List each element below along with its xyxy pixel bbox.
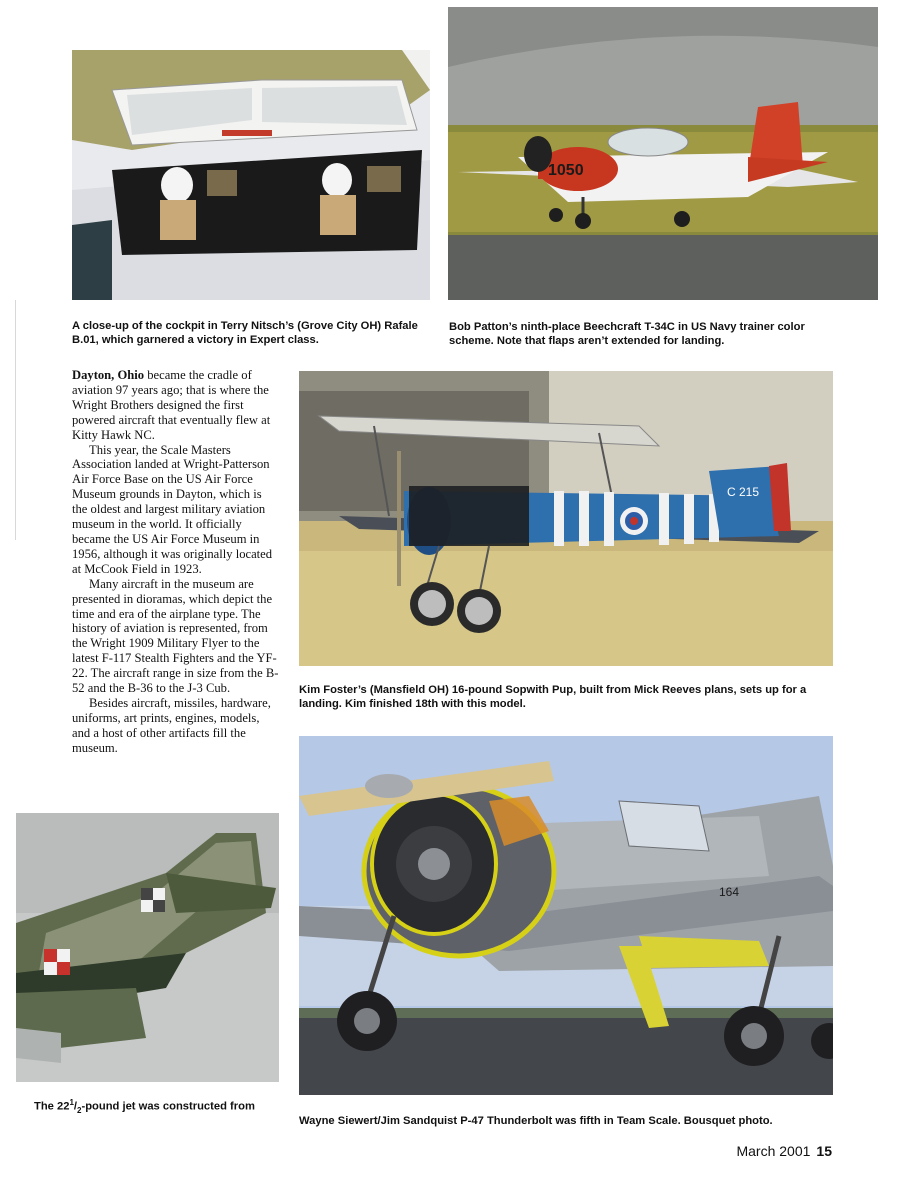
caption-jet: The $22^1/_2$-pound jet was constructed from — [34, 1098, 255, 1115]
folio-page-number: 15 — [816, 1143, 832, 1159]
photo-p47 — [299, 736, 833, 1095]
caption-t34c: Bob Patton’s ninth-place Beechcraft T-34C in US Navy trainer color scheme. Note that flaps aren’t extended for landing. — [449, 321, 805, 347]
article-p3: Many aircraft in the museum are presented in dioramas, which depict the time and era of the airplane type. The history of aviation is represented, from the Wright 1909 Military Flyer to the latest F-117 Stealth Fighters and the YF-22. The aircraft range in size from the B-52 and the B-36 to the J-3 Cub. — [72, 576, 279, 696]
caption-p47: Wayne Siewert/Jim Sandquist P-47 Thunderbolt was fifth in Team Scale. Bousquet photo. — [299, 1115, 773, 1127]
photo-rafale-cockpit — [72, 50, 430, 300]
photo-sopwith-pup — [299, 371, 833, 666]
caption-rafale: A close-up of the cockpit in Terry Nitsch’s (Grove City OH) Rafale B.01, which garnered a victory in Expert class. — [72, 320, 418, 346]
photo-jet-tail — [16, 813, 279, 1082]
t34c-marking: 1050 — [548, 162, 584, 179]
article-p4: Besides aircraft, missiles, hardware, uniforms, art prints, engines, models, and a host of other artifacts fill the museum. — [72, 695, 271, 755]
article-lead-bold: Dayton, Ohio — [72, 368, 145, 382]
caption-sopwith: Kim Foster’s (Mansfield OH) 16-pound Sopwith Pup, built from Mick Reeves plans, sets up for a landing. Kim finished 18th with this model. — [299, 684, 807, 710]
column-rule — [15, 300, 16, 540]
photo-t34c — [448, 7, 878, 300]
caption-jet-suffix: -pound jet was constructed from — [81, 1100, 255, 1113]
page-folio — [736, 1143, 832, 1159]
caption-jet-prefix: The 22 — [34, 1100, 70, 1113]
article-p1: became the cradle of aviation 97 years ago; that is where the Wright Brothers designed the first powered aircraft that eventually flew at Kitty Hawk NC. — [72, 368, 271, 442]
caption-jet-frac-num: 1 — [69, 1098, 74, 1107]
caption-jet-frac-den: 2 — [77, 1105, 82, 1115]
article-p2: This year, the Scale Masters Association landed at Wright-Patterson Air Force Base on the US Air Force Museum grounds in Dayton, which is the oldest and largest military aviation museum in the world. It officially became the US Air Force Museum in 1956, although it was originally located at McCook Field in 1923. — [72, 442, 273, 576]
article-body — [72, 368, 280, 756]
sopwith-marking: C 215 — [727, 485, 760, 499]
p47-marking: 164 — [719, 885, 740, 899]
folio-issue: March 2001 — [736, 1143, 811, 1159]
